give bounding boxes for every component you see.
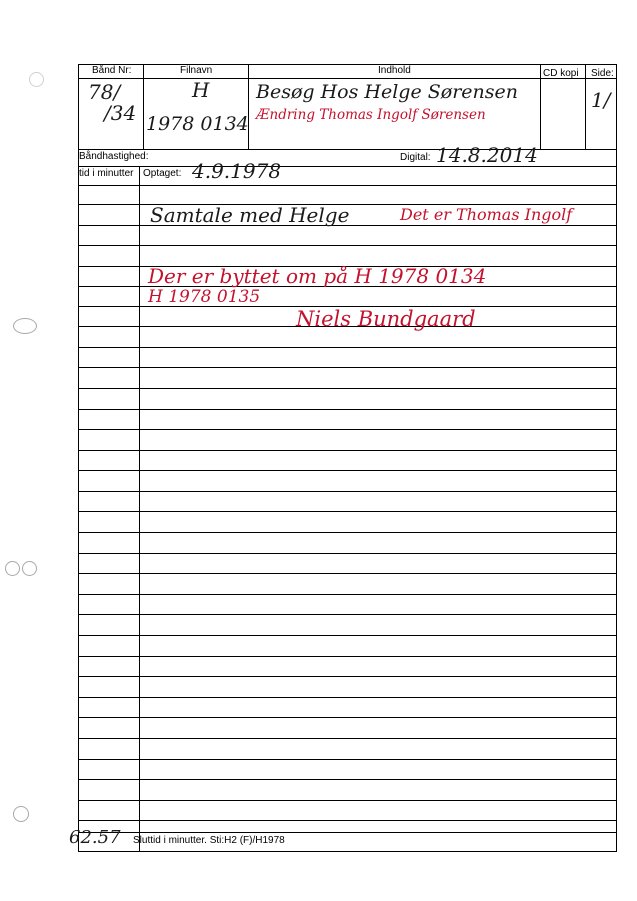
header-side: Side:	[591, 68, 614, 79]
filnavn-number: 1978 0134	[146, 113, 249, 135]
header-cd-kopi: CD kopi	[543, 68, 579, 79]
indhold-line2: Ændring Thomas Ingolf Sørensen	[256, 107, 486, 123]
row-entry-samtale: Samtale med Helge	[150, 203, 350, 227]
band-nr-bottom: /34	[104, 101, 137, 125]
note-swap-line2: H 1978 0135	[148, 287, 261, 307]
digital-date: 14.8.2014	[436, 143, 538, 167]
label-tid-i-minutter: tid i minutter	[79, 168, 134, 179]
label-bandhastighed: Båndhastighed:	[79, 151, 149, 162]
signature: Niels Bundgaard	[296, 307, 476, 331]
side-value: 1/	[591, 88, 611, 112]
row-entry-thomas: Det er Thomas Ingolf	[400, 205, 573, 224]
header-band-nr: Bånd Nr:	[92, 65, 132, 76]
note-swap-line1: Der er byttet om på H 1978 0134	[148, 264, 487, 288]
label-digital: Digital:	[400, 152, 431, 163]
header-indhold: Indhold	[378, 65, 411, 76]
label-sluttid: Sluttid i minutter. Sti:H2 (F)/H1978	[133, 835, 285, 846]
band-nr-top: 78/	[88, 80, 121, 104]
label-optaget: Optaget:	[143, 168, 182, 179]
duration-value: 62.57	[69, 827, 121, 848]
header-filnavn: Filnavn	[180, 65, 213, 76]
indhold-line1: Besøg Hos Helge Sørensen	[256, 81, 518, 103]
filnavn-letter: H	[192, 78, 210, 102]
optaget-date: 4.9.1978	[192, 159, 282, 183]
